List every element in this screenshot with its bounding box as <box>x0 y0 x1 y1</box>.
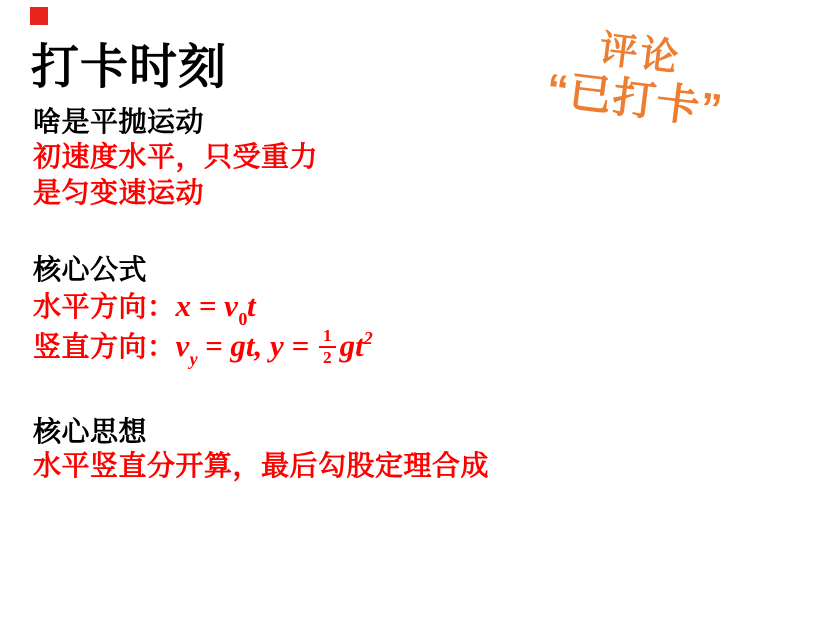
section-heading-definition: 啥是平抛运动 <box>33 106 205 137</box>
formula-vertical-label: 竖直方向： <box>33 331 176 362</box>
sticker-line-checked-in: “已打卡” <box>543 65 726 135</box>
formula-horizontal-expression: $x = v_0t$ <box>175 288 256 330</box>
section-heading-formulas: 核心公式 <box>33 254 148 285</box>
formula-horizontal-label: 水平方向： <box>33 291 176 322</box>
section-heading-idea: 核心思想 <box>33 416 148 447</box>
sticker-line-comment: 评论 <box>596 28 684 81</box>
formula-horizontal-line <box>33 288 256 330</box>
fraction-one-half: $\frac{1}{2}$ <box>319 327 336 367</box>
formula-vertical-line <box>33 325 373 370</box>
handwritten-comment-note <box>497 18 776 141</box>
annotation-marker-square[interactable] <box>30 7 48 25</box>
definition-line-1: 初速度水平，只受重力 <box>33 141 319 172</box>
definition-line-2: 是匀变速运动 <box>33 177 205 208</box>
page-title: 打卡时刻 <box>31 41 228 94</box>
formula-vertical-expression: $v_y$ = gt, y = $\frac{1}{2}$ $gt^2$ <box>175 325 373 370</box>
idea-line: 水平竖直分开算，最后勾股定理合成 <box>33 450 490 481</box>
